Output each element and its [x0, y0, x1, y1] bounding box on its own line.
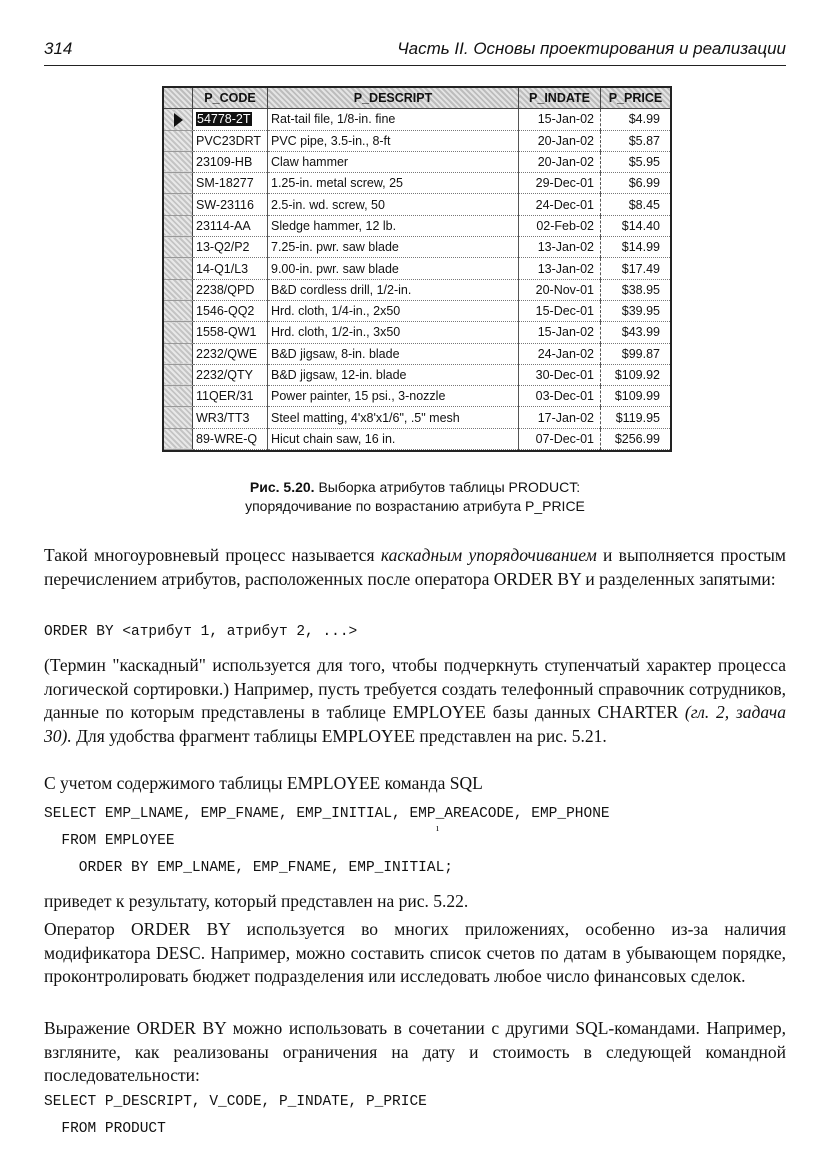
cell-p-code[interactable]	[193, 130, 268, 151]
row-selector[interactable]	[164, 428, 193, 449]
cell-p-descript[interactable]: 1.25-in. metal screw, 25	[268, 173, 519, 194]
cell-p-code[interactable]	[193, 258, 268, 279]
row-selector[interactable]	[164, 151, 193, 172]
p1-emphasis: каскадным упорядочиванием	[380, 545, 597, 565]
cell-p-descript[interactable]: Rat-tail file, 1/8-in. fine	[268, 109, 519, 130]
code-select-line-2: FROM EMPLOYEE	[44, 833, 175, 849]
p2-text-b: Для удобства фрагмент таблицы EMPLOYEE представлен на рис. 5.21.	[71, 725, 607, 746]
cell-p-code-text: 23114-AA	[196, 218, 251, 233]
table-row[interactable]	[164, 109, 670, 130]
row-selector[interactable]	[164, 386, 193, 407]
cell-p-price[interactable]: $14.99	[601, 237, 671, 258]
cell-p-code[interactable]	[193, 428, 268, 449]
cell-p-descript[interactable]: B&D cordless drill, 1/2-in.	[268, 279, 519, 300]
code-order-by-syntax: ORDER BY <атрибут 1, атрибут 2, ...>	[44, 624, 358, 640]
table-row[interactable]	[164, 407, 670, 428]
cell-p-price[interactable]: $14.40	[601, 215, 671, 236]
p2-emphasis: (гл. 2, задача 30).	[44, 702, 786, 746]
cell-p-descript[interactable]: Claw hammer	[268, 151, 519, 172]
cell-p-indate[interactable]: 29-Dec-01	[519, 173, 601, 194]
cell-p-price[interactable]: $17.49	[601, 258, 671, 279]
cell-p-code-text: PVC23DRT	[196, 133, 262, 148]
table-row[interactable]	[164, 173, 670, 194]
cell-p-indate[interactable]: 24-Dec-01	[519, 194, 601, 215]
code-select-line-1: SELECT EMP_LNAME, EMP_FNAME, EMP_INITIAL, EMP_AREACODE, EMP_PHONE	[44, 806, 610, 822]
cell-p-price[interactable]: $6.99	[601, 173, 671, 194]
cell-p-code[interactable]	[193, 215, 268, 236]
cell-p-indate[interactable]: 07-Dec-01	[519, 428, 601, 449]
row-selector[interactable]	[164, 364, 193, 385]
product-table	[164, 88, 670, 450]
table-header-row	[164, 88, 670, 109]
cell-p-descript[interactable]: PVC pipe, 3.5-in., 8-ft	[268, 130, 519, 151]
cell-p-indate[interactable]: 20-Jan-02	[519, 130, 601, 151]
row-selector[interactable]	[164, 322, 193, 343]
table-row[interactable]	[164, 343, 670, 364]
cell-p-price[interactable]: $38.95	[601, 279, 671, 300]
cell-p-code-text: 14-Q1/L3	[196, 261, 249, 276]
cell-p-code-text: 2232/QWE	[196, 346, 258, 361]
cell-p-code-text: 54778-2T	[197, 112, 251, 127]
cell-p-code[interactable]	[193, 151, 268, 172]
cell-p-price[interactable]: $43.99	[601, 322, 671, 343]
code-select-line-3: ORDER BY EMP_LNAME, EMP_FNAME, EMP_INITIAL;	[44, 860, 453, 876]
table-row[interactable]	[164, 386, 670, 407]
table-body	[164, 109, 670, 450]
figure-caption	[170, 478, 660, 516]
cell-p-descript[interactable]: Hrd. cloth, 1/2-in., 3x50	[268, 322, 519, 343]
cell-p-code-text: WR3/TT3	[196, 410, 250, 425]
table-row[interactable]	[164, 215, 670, 236]
row-selector[interactable]	[164, 258, 193, 279]
cell-p-code-text: 23109-HB	[196, 155, 253, 170]
cell-p-code[interactable]	[193, 300, 268, 321]
cell-p-indate[interactable]: 24-Jan-02	[519, 343, 601, 364]
paragraph-result-ref: приведет к результату, который представлен на рис. 5.22.	[44, 891, 469, 911]
table-row[interactable]	[164, 194, 670, 215]
table-row[interactable]	[164, 258, 670, 279]
column-header-p-indate: P_INDATE	[519, 88, 601, 109]
cell-p-code-text: SW-23116	[196, 197, 254, 212]
cell-p-indate[interactable]: 13-Jan-02	[519, 258, 601, 279]
cell-p-indate[interactable]: 15-Jan-02	[519, 322, 601, 343]
cell-p-descript[interactable]: B&D jigsaw, 8-in. blade	[268, 343, 519, 364]
row-selector[interactable]	[164, 173, 193, 194]
cell-p-code-text: 2238/QPD	[196, 282, 255, 297]
cell-p-descript[interactable]: 2.5-in. wd. screw, 50	[268, 194, 519, 215]
paragraph-cascade-ordering	[44, 544, 786, 591]
table-row[interactable]	[164, 364, 670, 385]
table-row[interactable]	[164, 322, 670, 343]
row-selector-header	[164, 88, 193, 109]
code-select-product-line-1: SELECT P_DESCRIPT, V_CODE, P_INDATE, P_PRICE	[44, 1094, 427, 1110]
cell-p-descript[interactable]: Hicut chain saw, 16 in.	[268, 428, 519, 449]
cell-p-code[interactable]	[193, 364, 268, 385]
code-select-product-line-2: FROM PRODUCT	[44, 1121, 166, 1137]
cell-p-descript[interactable]: Power painter, 15 psi., 3-nozzle	[268, 386, 519, 407]
part-title: Часть II. Основы проектирования и реализации	[397, 39, 786, 58]
caption-line-2: упорядочивание по возрастанию атрибута P_PRICE	[245, 498, 585, 514]
cell-p-price[interactable]: $5.95	[601, 151, 671, 172]
cell-p-code[interactable]	[193, 279, 268, 300]
cell-p-code[interactable]	[193, 343, 268, 364]
cell-p-price[interactable]: $8.45	[601, 194, 671, 215]
running-header	[44, 37, 786, 66]
p1-text-b: и выполняется простым перечислением атрибутов, расположенных после оператора ORDER BY и разделенных запятыми:	[44, 545, 786, 589]
scan-speck: ı	[436, 822, 440, 834]
product-table-figure	[162, 86, 672, 452]
cell-p-code-text: 13-Q2/P2	[196, 240, 250, 255]
cell-p-indate[interactable]: 15-Dec-01	[519, 300, 601, 321]
cell-p-price[interactable]: $256.99	[601, 428, 671, 449]
table-row[interactable]	[164, 300, 670, 321]
cell-p-descript[interactable]: B&D jigsaw, 12-in. blade	[268, 364, 519, 385]
paragraph-order-by-combination: Выражение ORDER BY можно использовать в сочетании с другими SQL-командами. Например, взгляните, как реализованы ограничения на дату и стоимость в следующей командной последовательности:	[44, 1018, 786, 1085]
cell-p-price[interactable]: $109.99	[601, 386, 671, 407]
column-header-p-price: P_PRICE	[601, 88, 671, 109]
cell-p-price[interactable]: $4.99	[601, 109, 671, 130]
cell-p-indate[interactable]: 15-Jan-02	[519, 109, 601, 130]
caption-text: Выборка атрибутов таблицы PRODUCT:	[318, 479, 581, 495]
cell-p-indate[interactable]: 03-Dec-01	[519, 386, 601, 407]
row-selector[interactable]	[164, 194, 193, 215]
row-selector[interactable]	[164, 279, 193, 300]
caption-label: Рис. 5.20.	[249, 479, 315, 495]
cell-p-indate[interactable]: 17-Jan-02	[519, 407, 601, 428]
cell-p-code-text: SM-18277	[196, 176, 254, 191]
cell-p-code-text: 2232/QTY	[196, 368, 253, 382]
row-selector[interactable]	[164, 300, 193, 321]
cell-p-price[interactable]: $99.87	[601, 343, 671, 364]
cell-p-price[interactable]: $109.92	[601, 364, 671, 385]
current-record-icon	[174, 113, 183, 127]
column-header-p-descript: P_DESCRIPT	[268, 88, 519, 109]
row-selector[interactable]	[164, 407, 193, 428]
table-row[interactable]	[164, 237, 670, 258]
row-selector[interactable]	[164, 215, 193, 236]
cell-p-indate[interactable]: 13-Jan-02	[519, 237, 601, 258]
cell-p-code[interactable]	[193, 109, 268, 130]
row-selector[interactable]	[164, 237, 193, 258]
cell-p-code[interactable]	[193, 386, 268, 407]
cell-p-code[interactable]	[193, 194, 268, 215]
cell-p-descript[interactable]: 9.00-in. pwr. saw blade	[268, 258, 519, 279]
cell-p-descript[interactable]: Sledge hammer, 12 lb.	[268, 215, 519, 236]
cell-p-descript[interactable]: Hrd. cloth, 1/4-in., 2x50	[268, 300, 519, 321]
cell-p-code[interactable]	[193, 407, 268, 428]
cell-p-indate[interactable]: 02-Feb-02	[519, 215, 601, 236]
p2-text-a: (Термин "каскадный" используется для того, чтобы подчеркнуть ступенчатый характер процесса логической сортировки.) Например, пусть требуется создать телефонный справочник сотрудников, данные по которым представлены в таблице EMPLOYEE базы данных CHARTER	[44, 655, 786, 722]
table-row[interactable]	[164, 151, 670, 172]
paragraph-sql-command-intro: С учетом содержимого таблицы EMPLOYEE команда SQL	[44, 773, 483, 793]
cell-p-code-text: 1558-QW1	[196, 325, 257, 340]
p1-text-a: Такой многоуровневый процесс называется	[44, 545, 381, 565]
cell-p-descript[interactable]: Steel matting, 4'x8'x1/6", .5" mesh	[268, 407, 519, 428]
cell-p-price[interactable]: $39.95	[601, 300, 671, 321]
table-row[interactable]	[164, 130, 670, 151]
table-row[interactable]	[164, 428, 670, 449]
cell-p-code[interactable]	[193, 173, 268, 194]
paragraph-cascade-term	[44, 654, 786, 748]
cell-p-code-text: 11QER/31	[196, 389, 254, 404]
cell-p-descript[interactable]: 7.25-in. pwr. saw blade	[268, 237, 519, 258]
row-selector[interactable]	[164, 130, 193, 151]
cell-p-code-text: 1546-QQ2	[196, 304, 255, 319]
page-number: 314	[44, 39, 73, 58]
row-selector[interactable]	[164, 343, 193, 364]
cell-p-price[interactable]: $119.95	[601, 407, 671, 428]
cell-p-code-text: 89-WRE-Q	[196, 431, 258, 446]
table-row[interactable]	[164, 279, 670, 300]
column-header-p-code: P_CODE	[193, 88, 268, 109]
row-selector[interactable]	[164, 109, 193, 130]
cell-p-indate[interactable]: 20-Nov-01	[519, 279, 601, 300]
cell-p-indate[interactable]: 20-Jan-02	[519, 151, 601, 172]
paragraph-desc-modifier: Оператор ORDER BY используется во многих приложениях, особенно из-за наличия модификатора DESC. Например, можно составить список счетов по датам в убывающем порядке, проконтролировать бюджет подразделения или исследовать любое число финансовых сделок.	[44, 919, 786, 986]
cell-p-code[interactable]	[193, 322, 268, 343]
cell-p-price[interactable]: $5.87	[601, 130, 671, 151]
cell-p-indate[interactable]: 30-Dec-01	[519, 364, 601, 385]
cell-p-code[interactable]	[193, 237, 268, 258]
